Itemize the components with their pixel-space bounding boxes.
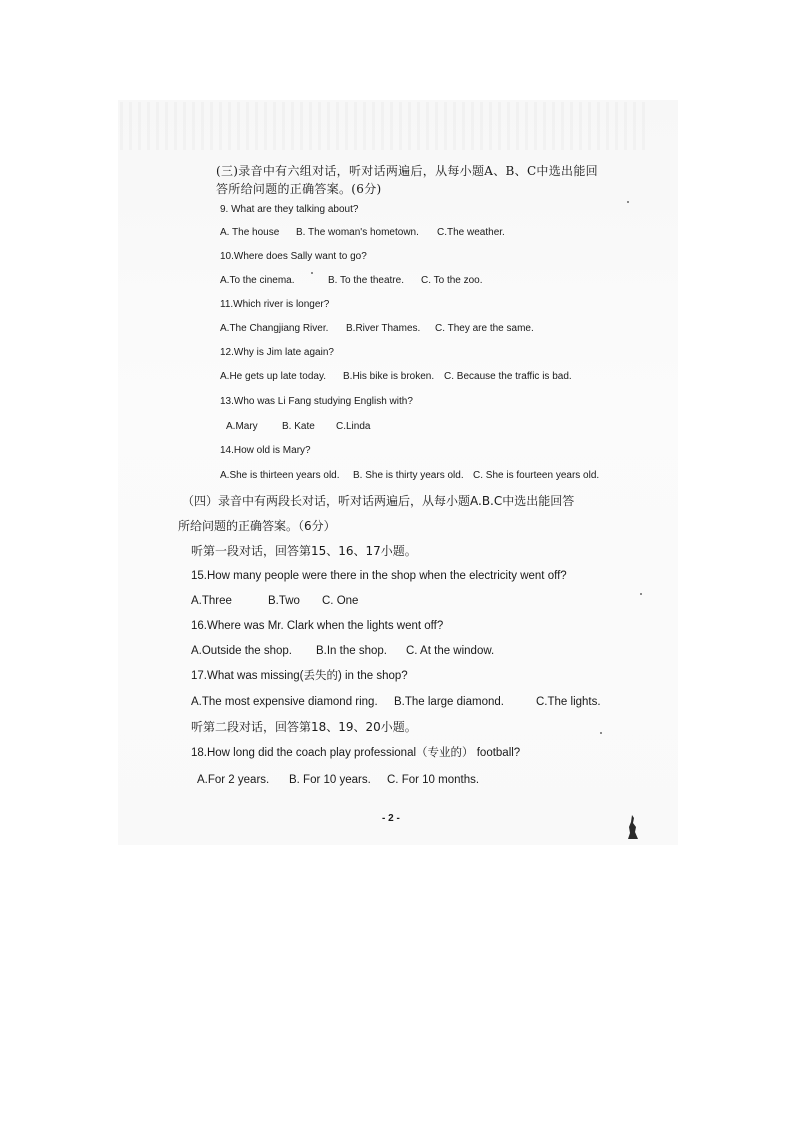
option-b: B. She is thirty years old. xyxy=(353,470,464,481)
option-c: C.Linda xyxy=(336,421,371,432)
option-a: A.She is thirteen years old. xyxy=(220,470,340,481)
option-c: C.The lights. xyxy=(536,696,601,708)
option-b: B. To the theatre. xyxy=(328,275,404,286)
option-c: C. Because the traffic is bad. xyxy=(444,371,572,382)
scan-speck xyxy=(600,732,602,734)
question-15: 15.How many people were there in the shop when the electricity went off? xyxy=(191,570,567,582)
question-10: 10.Where does Sally want to go? xyxy=(220,251,367,262)
scan-artifact-icon xyxy=(628,815,638,839)
option-a: A. The house xyxy=(220,227,280,238)
option-c: C. To the zoo. xyxy=(421,275,483,286)
option-a: A.Outside the shop. xyxy=(191,645,293,657)
option-a: A.The Changjiang River. xyxy=(220,323,329,334)
option-c: C. She is fourteen years old. xyxy=(473,470,600,481)
option-a: A.He gets up late today. xyxy=(220,371,326,382)
section4-instruction-line1: （四）录音中有两段长对话，听对话两遍后，从每小题A.B.C中选出能回答 xyxy=(182,494,575,508)
option-b: B.The large diamond. xyxy=(394,696,504,708)
option-c: C. At the window. xyxy=(406,645,495,657)
option-c: C. For 10 months. xyxy=(387,774,480,786)
scan-speck xyxy=(311,272,313,274)
dialog2-intro: 听第二段对话，回答第18、19、20小题。 xyxy=(191,720,417,734)
option-b: B.River Thames. xyxy=(346,323,421,334)
question-12: 12.Why is Jim late again? xyxy=(220,347,334,358)
question-17: 17.What was missing(丢失的) in the shop? xyxy=(191,670,408,682)
section3-instruction-line2: 答所给问题的正确答案。(6分) xyxy=(216,182,382,196)
page-number: - 2 - xyxy=(382,813,400,824)
option-b: B. Kate xyxy=(282,421,315,432)
option-c: C. One xyxy=(322,595,359,607)
section3-instruction-line1: (三)录音中有六组对话，听对话两遍后，从每小题A、B、C中选出能回 xyxy=(216,164,598,178)
option-b: B. The woman's hometown. xyxy=(296,227,419,238)
dialog1-intro: 听第一段对话，回答第15、16、17小题。 xyxy=(191,544,417,558)
question-16: 16.Where was Mr. Clark when the lights went off? xyxy=(191,620,444,632)
option-b: B.In the shop. xyxy=(316,645,387,657)
question-14: 14.How old is Mary? xyxy=(220,445,311,456)
option-a: A.To the cinema. xyxy=(220,275,295,286)
option-b: B.Two xyxy=(268,595,300,607)
scan-speck xyxy=(640,593,642,595)
option-a: A.Three xyxy=(191,595,232,607)
option-c: C. They are the same. xyxy=(435,323,534,334)
question-11: 11.Which river is longer? xyxy=(220,299,330,310)
option-a: A.For 2 years. xyxy=(197,774,270,786)
option-a: A.The most expensive diamond ring. xyxy=(191,696,378,708)
option-a: A.Mary xyxy=(226,421,258,432)
question-18: 18.How long did the coach play professional（专业的） football? xyxy=(191,747,521,759)
scan-noise xyxy=(120,102,650,150)
section4-instruction-line2: 所给问题的正确答案。（6分） xyxy=(178,519,336,533)
option-b: B. For 10 years. xyxy=(289,774,371,786)
option-b: B.His bike is broken. xyxy=(343,371,435,382)
question-13: 13.Who was Li Fang studying English with? xyxy=(220,396,413,407)
option-c: C.The weather. xyxy=(437,227,505,238)
scan-speck xyxy=(627,201,629,203)
question-9: 9. What are they talking about? xyxy=(220,204,359,215)
